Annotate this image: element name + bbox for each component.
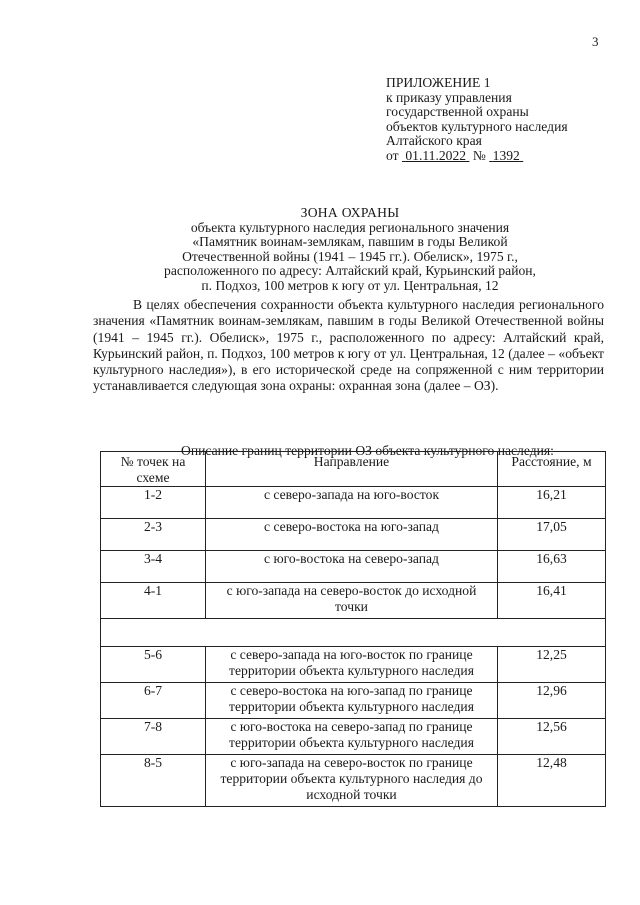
cell-direction: с юго-востока на северо-запад по границе территории объекта культурного наследия [206, 719, 498, 755]
cell-direction: с юго-востока на северо-запад [206, 551, 498, 583]
table-header-row [101, 452, 606, 487]
table-row [101, 551, 606, 583]
cell-distance: 16,21 [498, 487, 606, 519]
cell-points: 1-2 [101, 487, 206, 519]
cell-distance: 16,63 [498, 551, 606, 583]
table-caption: Описание границ территории ОЗ объекта культурного наследия: [181, 443, 554, 458]
date-prefix: от [386, 147, 399, 163]
header-points: № точек на схеме [101, 452, 206, 487]
cell-direction: с северо-востока на юго-запад [206, 519, 498, 551]
cell-points: 7-8 [101, 719, 206, 755]
cell-points: 3-4 [101, 551, 206, 583]
order-number-value: 1392 [492, 147, 520, 163]
table-row [101, 683, 606, 719]
appendix-line: Алтайского края [386, 133, 482, 148]
table-row [101, 487, 606, 519]
cell-direction: с северо-востока на юго-запад по границе территории объекта культурного наследия [206, 683, 498, 719]
cell-distance: 12,48 [498, 755, 606, 807]
cell-direction: с юго-запада на северо-восток по границе территории объекта культурного наследия до исходной точки [206, 755, 498, 807]
cell-direction: с северо-запада на юго-восток по границе территории объекта культурного наследия [206, 647, 498, 683]
cell-distance: 12,25 [498, 647, 606, 683]
table-row [101, 519, 606, 551]
table-row [101, 755, 606, 807]
zone-subtitle-line: Отечественной войны (1941 – 1945 гг.). Обелиск», 1975 г., [182, 248, 518, 264]
body-paragraph: В целях обеспечения сохранности объекта культурного наследия регионального значения «Памятник воинам-землякам, павшим в годы Великой Отечественной войны (1941 – 1945 гг.). Обелиск», 1975 г., расположенного по адресу: Алтайский край, Курьинский район, п. Подхоз, 100 метров к югу от ул. Центральная, 12 (далее – «объект культурного наследия»), в его исторической среде на сопряженной с ним территории устанавливается следующая зона охраны: охранная зона (далее – ОЗ). [93, 297, 604, 394]
zone-subtitle-line: п. Подхоз, 100 метров к югу от ул. Центральная, 12 [201, 277, 499, 293]
zone-subtitle-line: расположенного по адресу: Алтайский край, Курьинский район, [164, 263, 536, 278]
cell-distance: 12,96 [498, 683, 606, 719]
cell-distance: 17,05 [498, 519, 606, 551]
appendix-line: к приказу управления [386, 89, 512, 105]
order-date [402, 148, 469, 163]
cell-distance: 16,41 [498, 583, 606, 619]
cell-points: 5-6 [101, 647, 206, 683]
empty-separator-cell [101, 619, 606, 647]
appendix-title: ПРИЛОЖЕНИЕ 1 [386, 75, 491, 90]
zone-subtitle-line: «Памятник воинам-землякам, павшим в годы Великой [192, 234, 508, 249]
order-date-line [386, 149, 616, 164]
zone-subtitle-line: объекта культурного наследия регионального значения [190, 219, 510, 235]
cell-direction: с юго-запада на северо-восток до исходной точки [206, 583, 498, 619]
number-sign: № [472, 147, 486, 163]
header-distance: Расстояние, м [498, 452, 606, 487]
cell-direction: с северо-запада на юго-восток [206, 487, 498, 519]
table-row [101, 583, 606, 619]
cell-points: 2-3 [101, 519, 206, 551]
cell-points: 4-1 [101, 583, 206, 619]
table-row [101, 647, 606, 683]
appendix-block [386, 76, 616, 163]
order-date-value: 01.11.2022 [405, 147, 467, 163]
appendix-line: государственной охраны [386, 104, 529, 119]
page-number: 3 [592, 34, 599, 49]
table-row [101, 719, 606, 755]
zone-heading [100, 206, 600, 293]
header-direction: Направление [206, 452, 498, 487]
appendix-line: объектов культурного наследия [386, 118, 568, 134]
table-separator-row [101, 619, 606, 647]
cell-points: 6-7 [101, 683, 206, 719]
body-text [93, 297, 604, 395]
zone-title: ЗОНА ОХРАНЫ [300, 205, 400, 220]
cell-distance: 12,56 [498, 719, 606, 755]
cell-points: 8-5 [101, 755, 206, 807]
order-number [489, 148, 523, 163]
borders-table [100, 451, 606, 807]
